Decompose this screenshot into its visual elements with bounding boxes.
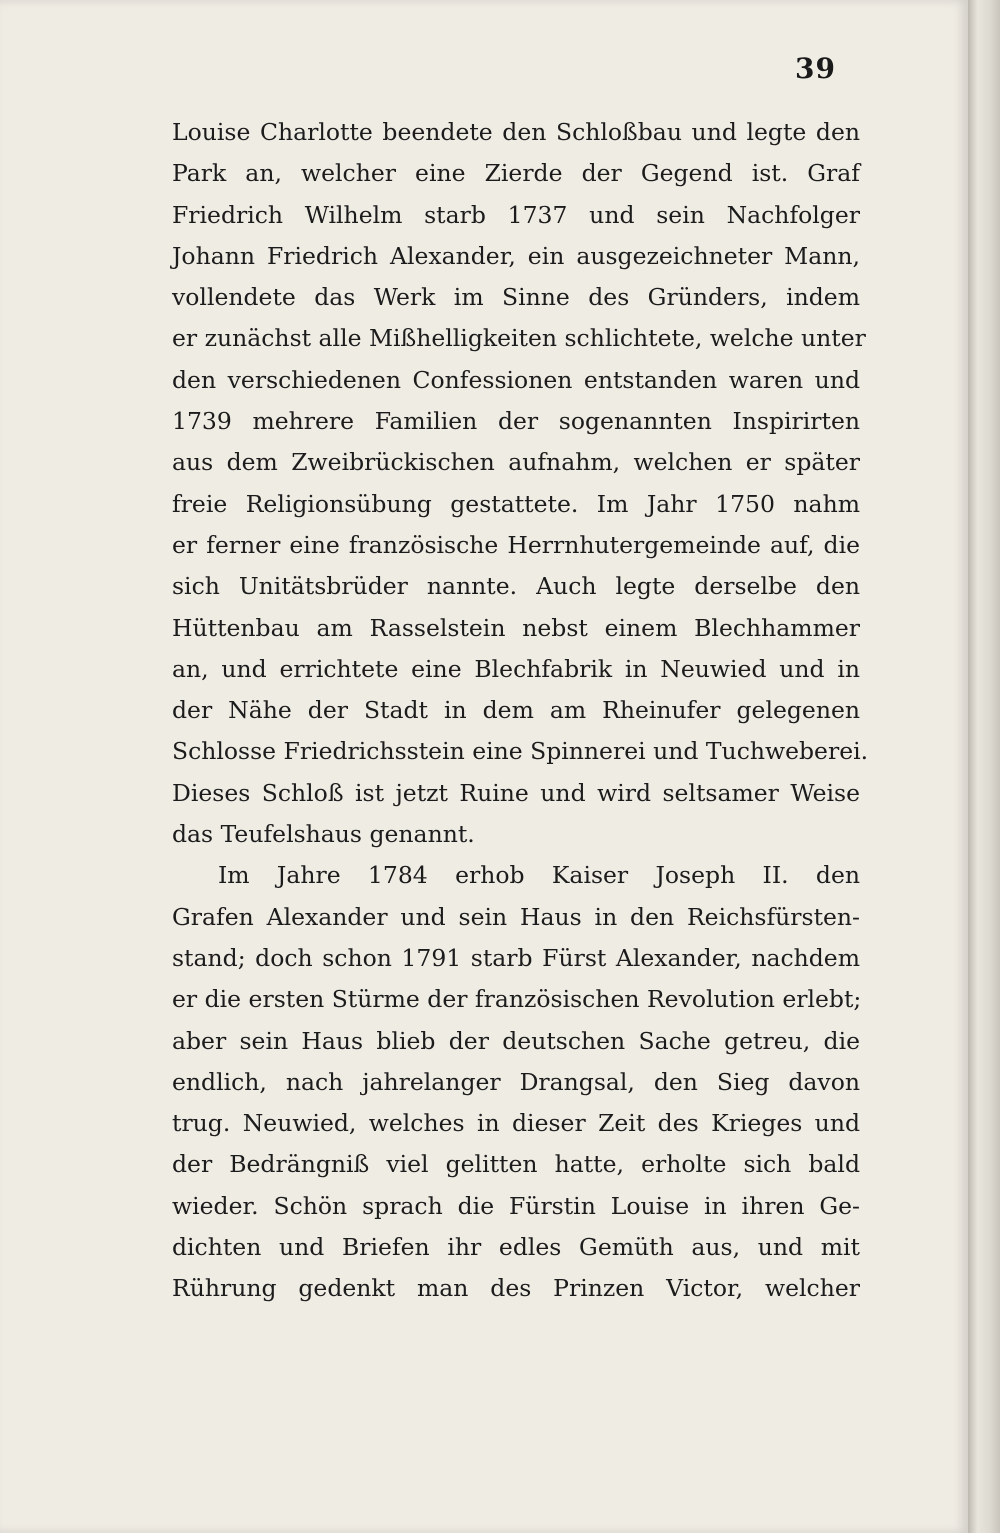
text-line: der Nähe der Stadt in dem am Rheinufer gelegenen [172, 696, 860, 725]
text-line: endlich, nach jahrelanger Drangsal, den Sieg davon [172, 1067, 860, 1096]
text-line: Im Jahre 1784 erhob Kaiser Joseph II. den [218, 861, 860, 890]
text-line: 1739 mehrere Familien der sogenannten Inspirirten [172, 407, 860, 436]
text-line: Park an, welcher eine Zierde der Gegend ist. Graf [172, 159, 860, 188]
text-line: aber sein Haus blieb der deutschen Sache getreu, die [172, 1026, 860, 1055]
text-line: Hüttenbau am Rasselstein nebst einem Blechhammer [172, 613, 860, 642]
text-line: der Bedrängniß viel gelitten hatte, erholte sich bald [172, 1150, 860, 1179]
text-line: Louise Charlotte beendete den Schloßbau und legte den [172, 118, 860, 146]
page-number: 39 [795, 52, 836, 85]
text-line: er ferner eine französische Herrnhutergemeinde auf, die [172, 530, 860, 559]
text-line: freie Religionsübung gestattete. Im Jahr 1750 nahm [172, 489, 860, 518]
text-line: den verschiedenen Confessionen entstanden waren und [172, 365, 860, 394]
body-text [172, 112, 869, 1310]
text-line: dichten und Briefen ihr edles Gemüth aus, und mit [172, 1233, 860, 1262]
text-line: stand; doch schon 1791 starb Fürst Alexander, nachdem [172, 943, 860, 972]
text-line: sich Unitätsbrüder nannte. Auch legte derselbe den [172, 572, 860, 601]
text-line: er zunächst alle Mißhelligkeiten schlichtete, welche unter [172, 324, 866, 353]
text-line: Rührung gedenkt man des Prinzen Victor, welcher [172, 1274, 860, 1303]
text-line: Johann Friedrich Alexander, ein ausgezeichneter Mann, [172, 241, 860, 270]
text-line: wieder. Schön sprach die Fürstin Louise in ihren Ge- [172, 1191, 860, 1220]
text-line: Dieses Schloß ist jetzt Ruine und wird seltsamer Weise [172, 778, 860, 807]
text-line: Friedrich Wilhelm starb 1737 und sein Nachfolger [172, 200, 860, 229]
paragraph-2 [172, 855, 860, 1309]
text-line: an, und errichtete eine Blechfabrik in Neuwied und in [172, 654, 860, 683]
text-line: das Teufelshaus genannt. [172, 820, 475, 849]
text-line: Schlosse Friedrichsstein eine Spinnerei und Tuchweberei. [172, 737, 869, 766]
text-line: er die ersten Stürme der französischen Revolution erlebt; [172, 985, 862, 1014]
text-line: trug. Neuwied, welches in dieser Zeit des Krieges und [172, 1109, 860, 1138]
text-line: aus dem Zweibrückischen aufnahm, welchen er später [172, 448, 860, 477]
text-line: Grafen Alexander und sein Haus in den Reichsfürsten- [172, 902, 860, 931]
paragraph-1 [172, 112, 869, 855]
text-line: vollendete das Werk im Sinne des Gründers, indem [172, 283, 860, 312]
page-edge [968, 0, 1000, 1533]
